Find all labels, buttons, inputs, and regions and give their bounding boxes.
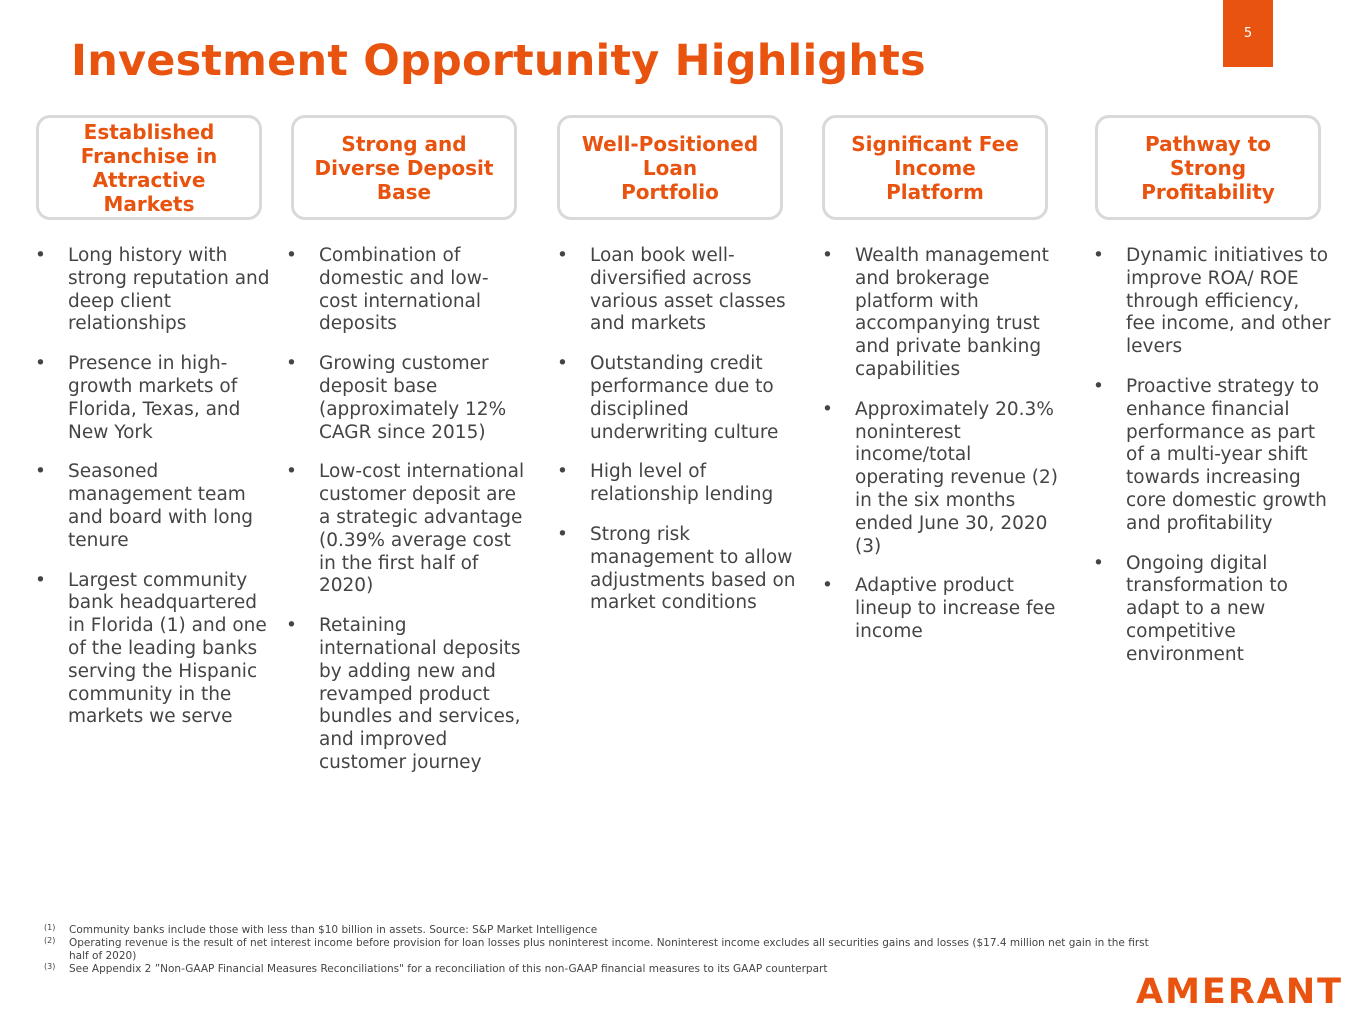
page-number-badge: [1223, 0, 1273, 67]
column-header-franchise: [36, 115, 262, 220]
footnote-text: See Appendix 2 ”Non-GAAP Financial Measures Reconciliations" for a reconciliation of this non-GAAP financial measures to its GAAP counterpart: [69, 963, 828, 975]
footnote-marker: (1): [44, 923, 56, 932]
bullet-item: • Combination of domestic and low-cost international deposits: [286, 245, 526, 336]
column-header-label: Significant Fee Income Platform: [851, 131, 1019, 204]
page-title: Investment Opportunity Highlights: [71, 36, 926, 86]
bullet-item: • Seasoned management team and board with long tenure: [35, 461, 270, 552]
column-header-deposit: [291, 115, 517, 220]
footnote-marker: (2): [44, 936, 56, 945]
bullet-item: • Dynamic initiatives to improve ROA/ ROE through efficiency, fee income, and other levers: [1093, 245, 1333, 359]
bullet-item: • Proactive strategy to enhance financial performance as part of a multi-year shift towards increasing core domestic growth and profitability: [1093, 376, 1333, 536]
bullet-item: • Long history with strong reputation and deep client relationships: [35, 245, 270, 336]
bullet-list-deposit: [286, 245, 526, 792]
column-header-loan: [557, 115, 783, 220]
column-header-label: Established Franchise in Attractive Markets: [80, 119, 218, 216]
footnote-text: Community banks include those with less than $10 billion in assets. Source: S&P Market Intelligence: [69, 924, 598, 936]
bullet-item: • Growing customer deposit base (approximately 12% CAGR since 2015): [286, 353, 526, 444]
bullet-item: • Approximately 20.3% noninterest income/total operating revenue (2) in the six months ended June 30, 2020 (3): [822, 399, 1062, 559]
page-number: 5: [1243, 26, 1253, 41]
column-header-profitability: [1095, 115, 1321, 220]
bullet-list-franchise: [35, 245, 270, 746]
column-header-label: Well-Positioned Loan Portfolio: [581, 131, 759, 204]
column-header-fee-income: [822, 115, 1048, 220]
bullet-item: • Ongoing digital transformation to adapt to a new competitive environment: [1093, 553, 1333, 667]
bullet-item: • Outstanding credit performance due to disciplined underwriting culture: [557, 353, 797, 444]
bullet-item: • Loan book well-diversified across various asset classes and markets: [557, 245, 797, 336]
bullet-item: • Strong risk management to allow adjustments based on market conditions: [557, 524, 797, 615]
bullet-item: • Low-cost international customer deposit are a strategic advantage (0.39% average cost in the first half of 2020): [286, 461, 526, 598]
bullet-item: • Retaining international deposits by adding new and revamped product bundles and services, and improved customer journey: [286, 615, 526, 775]
footnotes: [44, 924, 1164, 976]
bullet-item: • Adaptive product lineup to increase fee income: [822, 575, 1062, 643]
footnote: [44, 963, 1164, 976]
footnote-text: Operating revenue is the result of net interest income before provision for loan losses plus noninterest income. Noninterest income excludes all securities gains and losses ($17.4 million net gain in the first half of 2020): [69, 937, 1149, 962]
footnote: [44, 937, 1164, 963]
footnote-marker: (3): [44, 962, 56, 971]
bullet-list-fee-income: [822, 245, 1062, 661]
column-header-label: Strong and Diverse Deposit Base: [314, 131, 494, 204]
column-header-label: Pathway to Strong Profitability: [1141, 131, 1275, 204]
bullet-item: • Presence in high-growth markets of Florida, Texas, and New York: [35, 353, 270, 444]
bullet-item: • Wealth management and brokerage platform with accompanying trust and private banking capabilities: [822, 245, 1062, 382]
footnote: [44, 924, 1164, 937]
amerant-logo: AMERANT: [1136, 972, 1344, 1012]
bullet-item: • High level of relationship lending: [557, 461, 797, 507]
bullet-list-loan: [557, 245, 797, 632]
bullet-item: • Largest community bank headquartered in Florida (1) and one of the leading banks serving the Hispanic community in the markets we serve: [35, 570, 270, 730]
bullet-list-profitability: [1093, 245, 1333, 684]
